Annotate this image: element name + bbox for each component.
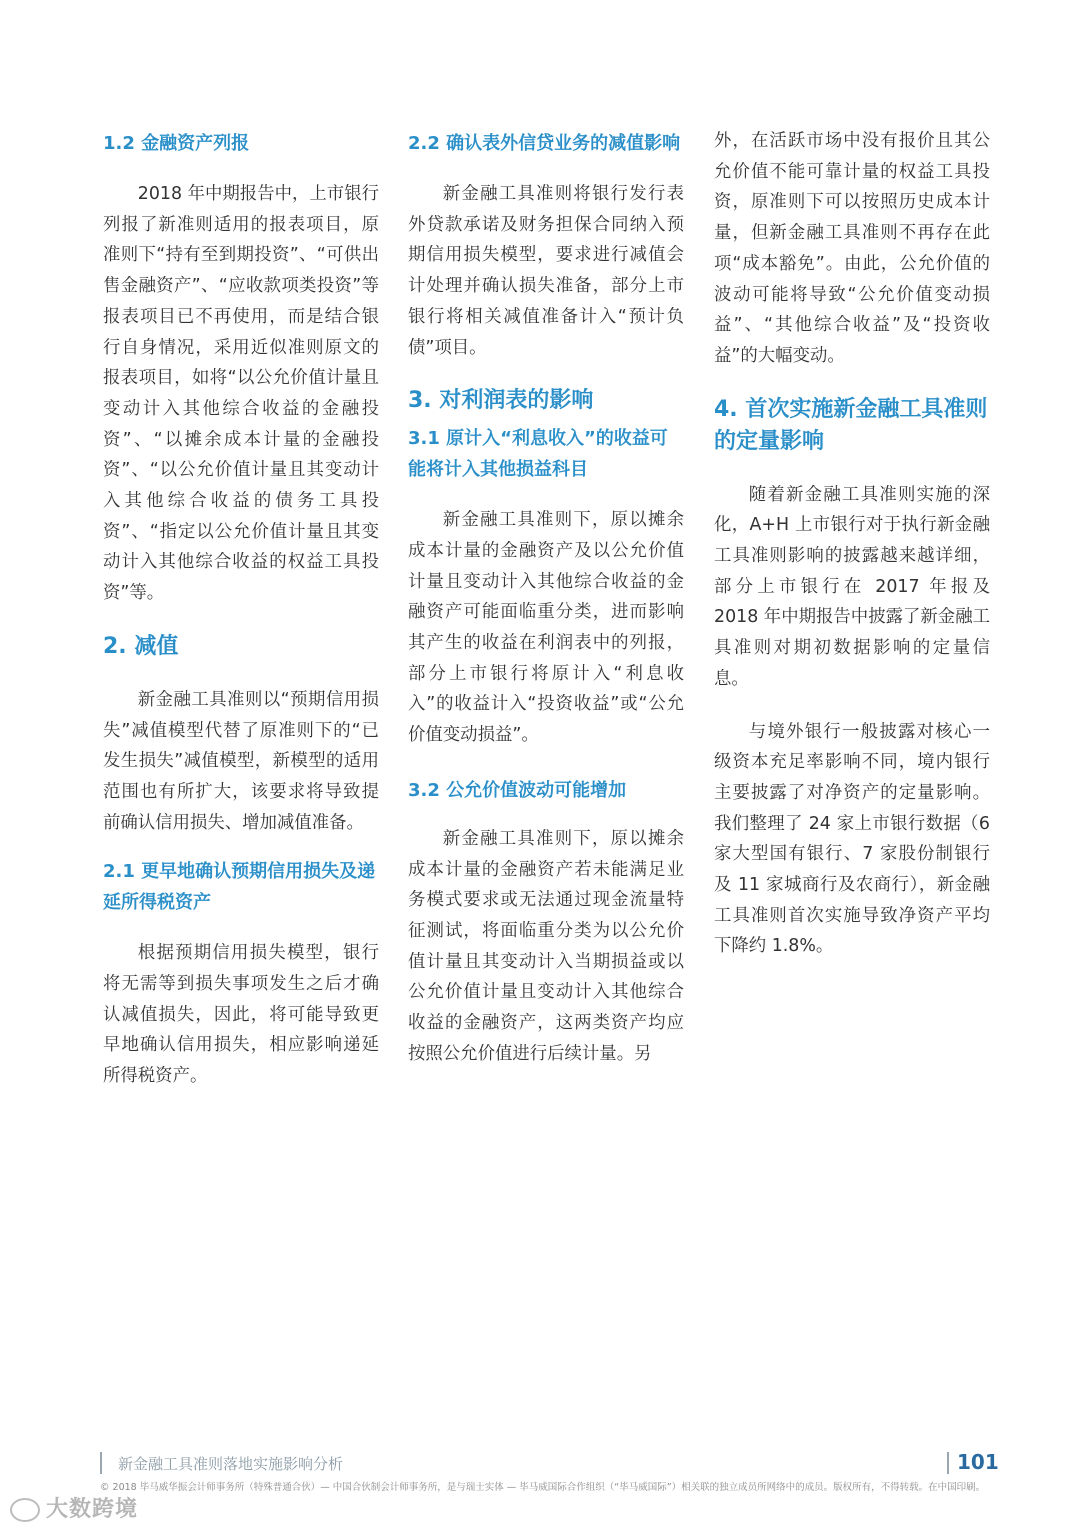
heading-3-2: 3.2 公允价值波动可能增加 bbox=[408, 779, 627, 801]
para-2-1: 根据预期信用损失模型，银行将无需等到损失事项发生之后才确认减值损失，因此，将可能导致更早地确认信用损失，相应影响递延所得税资产。 bbox=[103, 943, 379, 1087]
heading-1-2: 1.2 金融资产列报 bbox=[103, 133, 250, 154]
chat-bubble-icon bbox=[10, 1498, 40, 1522]
footer-divider-left bbox=[100, 1452, 102, 1474]
watermark bbox=[10, 1492, 138, 1523]
para-4a: 随着新金融工具准则实施的深化，A+H 上市银行对于执行新金融工具准则影响的披露越来越详细，部分上市银行在 2017 年报及 2018 年中期报告中披露了新金融工具准则对期初数据影响的定量信息。 bbox=[714, 484, 990, 689]
para-2-2: 新金融工具准则将银行发行表外贷款承诺及财务担保合同纳入预期信用损失模型，要求进行减值会计处理并确认损失准备，部分上市银行将相关减值准备计入“预计负债”项目。 bbox=[408, 184, 684, 358]
para-3-2: 新金融工具准则下，原以摊余成本计量的金融资产若未能满足业务模式要求或无法通过现金流量特征测试，将面临重分类为以公允价值计量且其变动计入当期损益或以公允价值计量且变动计入其他综合收益的金融资产，这两类资产均应按照公允价值进行后续计量。另 bbox=[408, 828, 684, 1064]
copyright-notice: © 2018 毕马威华振会计师事务所（特殊普通合伙）— 中国合伙制会计师事务所，是与瑞士实体 — 毕马威国际合作组织（“毕马威国际”）相关联的独立成员所网络中的成员。版权所有，不得转载。在中国印刷。 bbox=[100, 1482, 986, 1493]
para-continued: 外，在活跃市场中没有报价且其公允价值不能可靠计量的权益工具投资，原准则下可以按照历史成本计量，但新金融工具准则不再存在此项“成本豁免”。由此，公允价值的波动可能将导致“公允价值变动损益”、“其他综合收益”及“投资收益”的大幅变动。 bbox=[714, 131, 990, 366]
para-2: 新金融工具准则以“预期信用损失”减值模型代替了原准则下的“已发生损失”减值模型，新模型的适用范围也有所扩大，该要求将导致提前确认信用损失、增加减值准备。 bbox=[103, 689, 379, 833]
heading-3-1: 3.1 原计入“利息收入”的收益可能将计入其他损益科目 bbox=[408, 428, 668, 481]
footer-title: 新金融工具准则落地实施影响分析 bbox=[118, 1455, 344, 1473]
heading-2-1: 2.1 更早地确认预期信用损失及递延所得税资产 bbox=[103, 861, 376, 914]
heading-4: 4. 首次实施新金融工具准则的定量影响 bbox=[714, 396, 988, 454]
para-3-1: 新金融工具准则下，原以摊余成本计量的金融资产及以公允价值计量且变动计入其他综合收益的金融资产可能面临重分类，进而影响其产生的收益在利润表中的列报，部分上市银行将原计入“利息收入”的收益计入“投资收益”或“公允价值变动损益”。 bbox=[408, 510, 684, 746]
para-4b: 与境外银行一般披露对核心一级资本充足率影响不同，境内银行主要披露了对净资产的定量影响。我们整理了 24 家上市银行数据（6 家大型国有银行、7 家股份制银行及 11 家城商行及农商行），新金融工具准则首次实施导致净资产平均下降约 1.8%。 bbox=[714, 721, 990, 957]
footer-divider-right bbox=[947, 1452, 949, 1474]
para-1-2: 2018 年中期报告中，上市银行列报了新准则适用的报表项目，原准则下“持有至到期投资”、“可供出售金融资产”、“应收款项类投资”等报表项目已不再使用，而是结合银行自身情况，采用近似准则原文的报表项目，如将“以公允价值计量且变动计入其他综合收益的金融投资”、“以摊余成本计量的金融投资”、“以公允价值计量且其变动计入其他综合收益的债务工具投资”、“指定以公允价值计量且其变动计入其他综合收益的权益工具投资”等。 bbox=[103, 184, 379, 604]
heading-2: 2. 减值 bbox=[103, 633, 179, 659]
column-1 bbox=[103, 126, 379, 1092]
page-number: 101 bbox=[957, 1450, 999, 1474]
heading-3: 3. 对利润表的影响 bbox=[408, 388, 594, 414]
column-2 bbox=[408, 126, 684, 1069]
column-3 bbox=[714, 126, 990, 962]
watermark-text: 大数跨境 bbox=[46, 1497, 139, 1522]
heading-2-2: 2.2 确认表外信贷业务的减值影响 bbox=[408, 133, 681, 154]
